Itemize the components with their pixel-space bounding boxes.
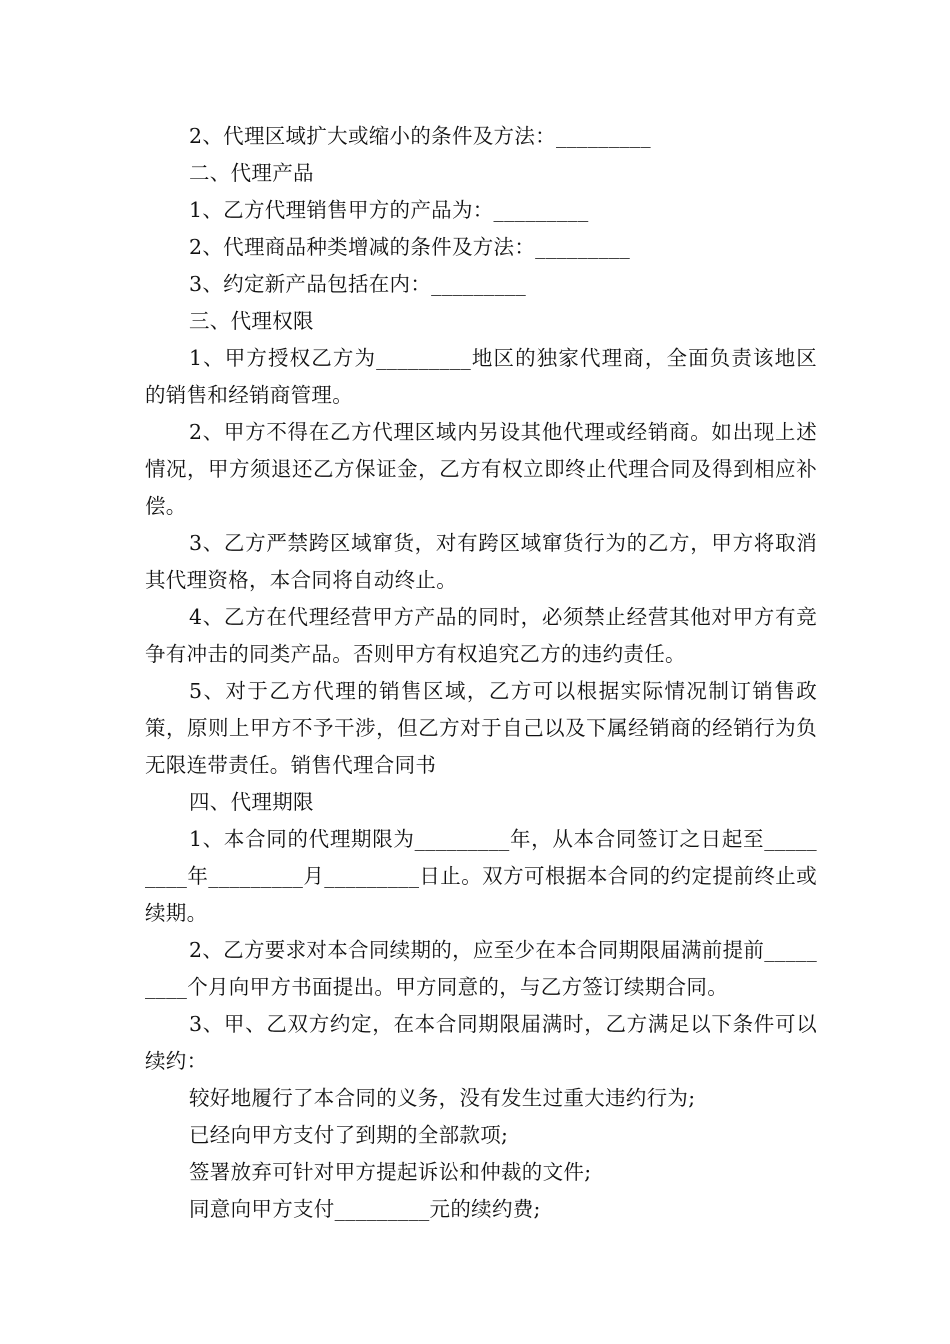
paragraph-term-period: 1、本合同的代理期限为_________年，从本合同签订之日起至_________年_________月_________日止。双方可根据本合同的约定提前终止或续期。 (145, 827, 817, 925)
document-body (145, 118, 817, 1228)
section-heading-term: 四、代理期限 (189, 790, 314, 814)
paragraph-renewal-conditions: 3、甲、乙双方约定，在本合同期限届满时，乙方满足以下条件可以续约： (145, 1012, 817, 1073)
paragraph-renewal-request: 2、乙方要求对本合同续期的，应至少在本合同期限届满前提前_________个月向甲方书面提出。甲方同意的，与乙方签订续期合同。 (145, 938, 817, 999)
paragraph-region-change: 2、代理区域扩大或缩小的条件及方法：_________ (189, 124, 651, 148)
paragraph-products: 1、乙方代理销售甲方的产品为：_________ (189, 198, 589, 222)
section-heading-authority: 三、代理权限 (189, 309, 314, 333)
condition-item: 较好地履行了本合同的义务，没有发生过重大违约行为; (189, 1086, 696, 1110)
paragraph-no-cross-region: 3、乙方严禁跨区域窜货，对有跨区域窜货行为的乙方，甲方将取消其代理资格，本合同将自动终止。 (145, 531, 817, 592)
paragraph-new-products: 3、约定新产品包括在内：_________ (189, 272, 527, 296)
paragraph-product-change: 2、代理商品种类增减的条件及方法：_________ (189, 235, 631, 259)
section-heading-products: 二、代理产品 (189, 161, 314, 185)
condition-item: 同意向甲方支付_________元的续约费; (189, 1197, 541, 1221)
paragraph-exclusive-agent: 1、甲方授权乙方为_________地区的独家代理商，全面负责该地区的销售和经销商管理。 (145, 346, 817, 407)
paragraph-no-other-agents: 2、甲方不得在乙方代理区域内另设其他代理或经销商。如出现上述情况，甲方须退还乙方保证金，乙方有权立即终止代理合同及得到相应补偿。 (145, 420, 817, 518)
condition-item: 签署放弃可针对甲方提起诉讼和仲裁的文件; (189, 1160, 592, 1184)
condition-item: 已经向甲方支付了到期的全部款项; (189, 1123, 509, 1147)
paragraph-no-competing: 4、乙方在代理经营甲方产品的同时，必须禁止经营其他对甲方有竞争有冲击的同类产品。否则甲方有权追究乙方的违约责任。 (145, 605, 817, 666)
paragraph-sales-policy: 5、对于乙方代理的销售区域，乙方可以根据实际情况制订销售政策，原则上甲方不予干涉，但乙方对于自己以及下属经销商的经销行为负无限连带责任。销售代理合同书 (145, 679, 817, 777)
